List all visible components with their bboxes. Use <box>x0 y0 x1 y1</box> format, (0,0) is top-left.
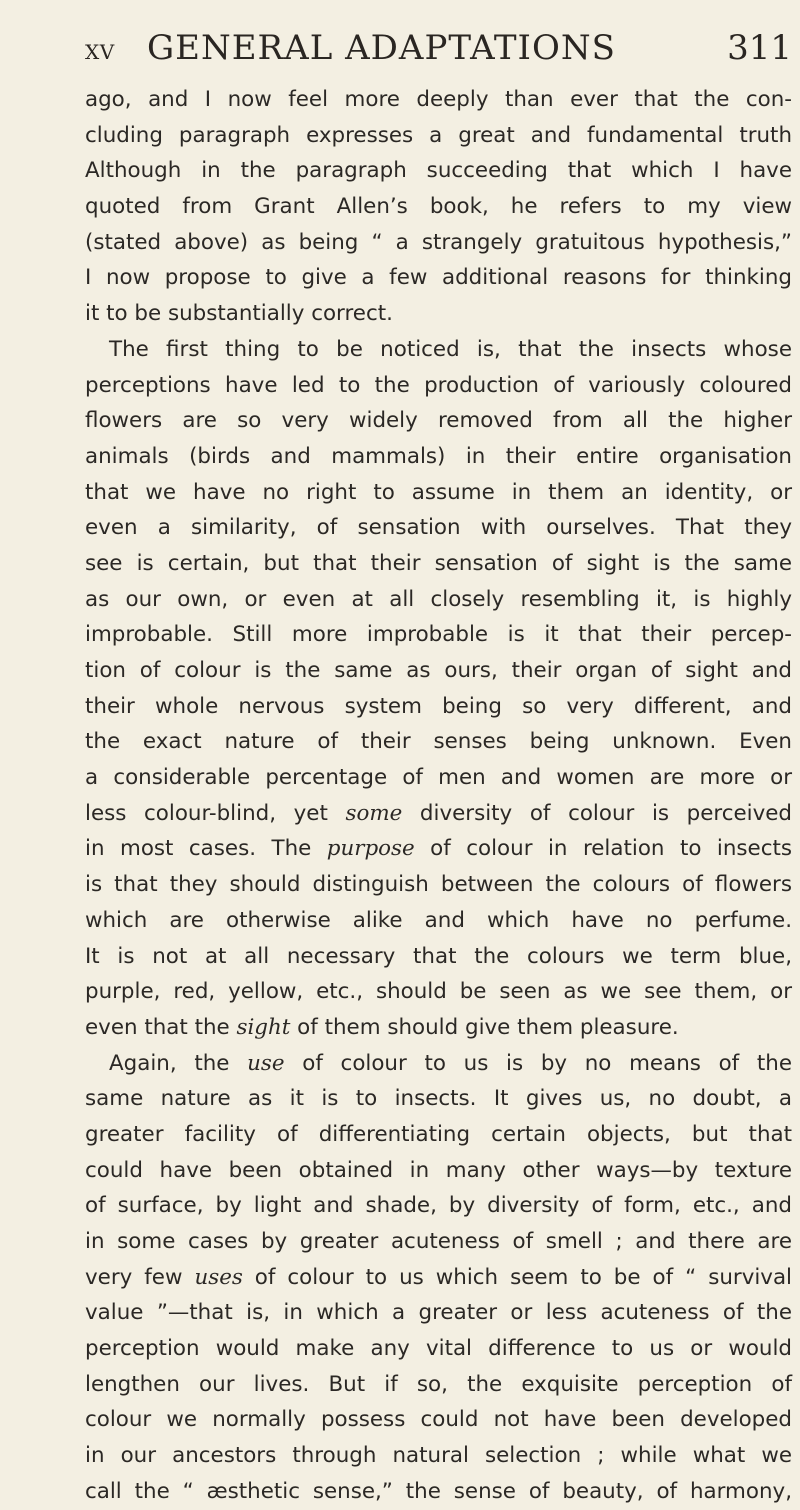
text-line <box>85 796 792 832</box>
text-line <box>85 1081 792 1117</box>
chapter-number: XV <box>85 40 115 64</box>
text-line <box>85 260 792 296</box>
text-segment: The first thing to be noticed is, that the insects whose <box>109 336 792 362</box>
text-segment: colour we normally possess could not have been developed <box>85 1407 792 1433</box>
text-line <box>85 332 792 368</box>
text-line <box>85 653 792 689</box>
running-title: GENERAL ADAPTATIONS <box>147 28 616 68</box>
text-segment: flowers are so very widely removed from all the higher <box>85 408 792 434</box>
text-line <box>85 1260 792 1296</box>
text-line <box>85 510 792 546</box>
text-segment: perception would make any vital difference to us or would <box>85 1336 792 1362</box>
text-line <box>85 724 792 760</box>
italic-text: purpose <box>326 836 415 862</box>
text-segment: Although in the paragraph succeeding that which I have <box>85 158 792 184</box>
text-line <box>85 118 792 154</box>
text-segment: improbable. Still more improbable is it that their percep- <box>85 622 792 648</box>
text-line <box>85 617 792 653</box>
text-segment: a considerable percentage of men and women are more or <box>85 765 792 791</box>
text-segment: It is not at all necessary that the colours we term blue, <box>85 943 792 969</box>
italic-text: sight <box>236 1014 291 1040</box>
text-segment: purple, red, yellow, etc., should be seen as we see them, or <box>85 979 792 1005</box>
body-text <box>85 82 792 1510</box>
text-segment: perceptions have led to the production of variously coloured <box>85 372 792 398</box>
text-segment: quoted from Grant Allen’s book, he refers to my view <box>85 194 792 220</box>
text-segment: see is certain, but that their sensation of sight is the same <box>85 550 792 576</box>
text-segment: it to be substantially correct. <box>85 301 393 327</box>
text-line <box>85 1224 792 1260</box>
text-line <box>85 1402 792 1438</box>
text-segment: diversity of colour is perceived <box>402 800 792 826</box>
text-segment: greater facility of differentiating certain objects, but that <box>85 1121 792 1147</box>
text-segment: ago, and I now feel more deeply than ever that the con- <box>85 87 792 112</box>
text-segment: lengthen our lives. But if so, the exquisite perception of <box>85 1371 792 1397</box>
text-segment: of colour to us is by no means of the <box>284 1050 793 1076</box>
text-line <box>85 1188 792 1224</box>
text-line <box>85 1331 792 1367</box>
text-line <box>85 1153 792 1189</box>
text-line <box>85 760 792 796</box>
text-line <box>85 82 792 118</box>
text-line <box>85 903 792 939</box>
text-line <box>85 974 792 1010</box>
text-segment: could have been obtained in many other ways—by texture <box>85 1157 792 1183</box>
italic-text: some <box>345 800 403 826</box>
text-line <box>85 831 792 867</box>
text-segment: call the “ æsthetic sense,” the sense of beauty, of harmony, <box>85 1478 792 1504</box>
text-segment: their whole nervous system being so very different, and <box>85 693 792 719</box>
running-header <box>85 28 792 68</box>
text-segment: in some cases by greater acuteness of smell ; and there are <box>85 1229 792 1254</box>
text-segment: cluding paragraph expresses a great and fundamental truth <box>85 122 792 148</box>
text-line <box>85 189 792 225</box>
text-segment: Again, the <box>109 1050 248 1076</box>
page-number: 311 <box>727 28 792 68</box>
text-line <box>85 1010 792 1046</box>
text-line <box>85 439 792 475</box>
text-line <box>85 546 792 582</box>
text-segment: of colour in relation to insects <box>414 836 792 862</box>
text-line <box>85 1117 792 1153</box>
text-line <box>85 582 792 618</box>
text-line <box>85 475 792 511</box>
text-segment: even that the <box>85 1014 237 1040</box>
text-segment: even a similarity, of sensation with ourselves. That they <box>85 515 792 541</box>
text-segment: of colour to us which seem to be of “ survival <box>242 1264 793 1290</box>
text-line <box>85 225 792 261</box>
text-line <box>85 689 792 725</box>
text-line <box>85 1438 792 1474</box>
text-segment: I now propose to give a few additional reasons for thinking <box>85 265 792 291</box>
italic-text: uses <box>194 1264 243 1290</box>
text-segment: animals (birds and mammals) in their entire organisation <box>85 443 792 469</box>
text-segment: value ”—that is, in which a greater or less acuteness of the <box>85 1300 792 1326</box>
text-line <box>85 153 792 189</box>
text-segment: in our ancestors through natural selection ; while what we <box>85 1443 792 1469</box>
text-line <box>85 1295 792 1331</box>
text-segment: the exact nature of their senses being unknown. Even <box>85 729 792 755</box>
text-line <box>85 403 792 439</box>
text-line <box>85 1474 792 1510</box>
text-line <box>85 867 792 903</box>
text-segment: that we have no right to assume in them an identity, or <box>85 479 792 505</box>
text-segment: of surface, by light and shade, by diversity of form, etc., and <box>85 1193 792 1219</box>
italic-text: use <box>247 1050 285 1076</box>
text-segment: very few <box>85 1264 195 1290</box>
text-line <box>85 939 792 975</box>
text-segment: same nature as it is to insects. It gives us, no doubt, a <box>85 1086 792 1112</box>
text-segment: less colour-blind, yet <box>85 800 346 826</box>
text-line <box>85 296 792 332</box>
text-segment: is that they should distinguish between the colours of flowers <box>85 872 792 898</box>
text-line <box>85 1367 792 1403</box>
text-line <box>85 368 792 404</box>
text-segment: in most cases. The <box>85 836 327 862</box>
text-segment: tion of colour is the same as ours, their organ of sight and <box>85 658 792 683</box>
text-segment: as our own, or even at all closely resembling it, is highly <box>85 586 792 612</box>
text-segment: (stated above) as being “ a strangely gratuitous hypothesis,” <box>85 229 792 255</box>
text-line <box>85 1046 792 1082</box>
text-segment: of them should give them pleasure. <box>290 1014 679 1040</box>
text-segment: which are otherwise alike and which have no perfume. <box>85 907 792 933</box>
